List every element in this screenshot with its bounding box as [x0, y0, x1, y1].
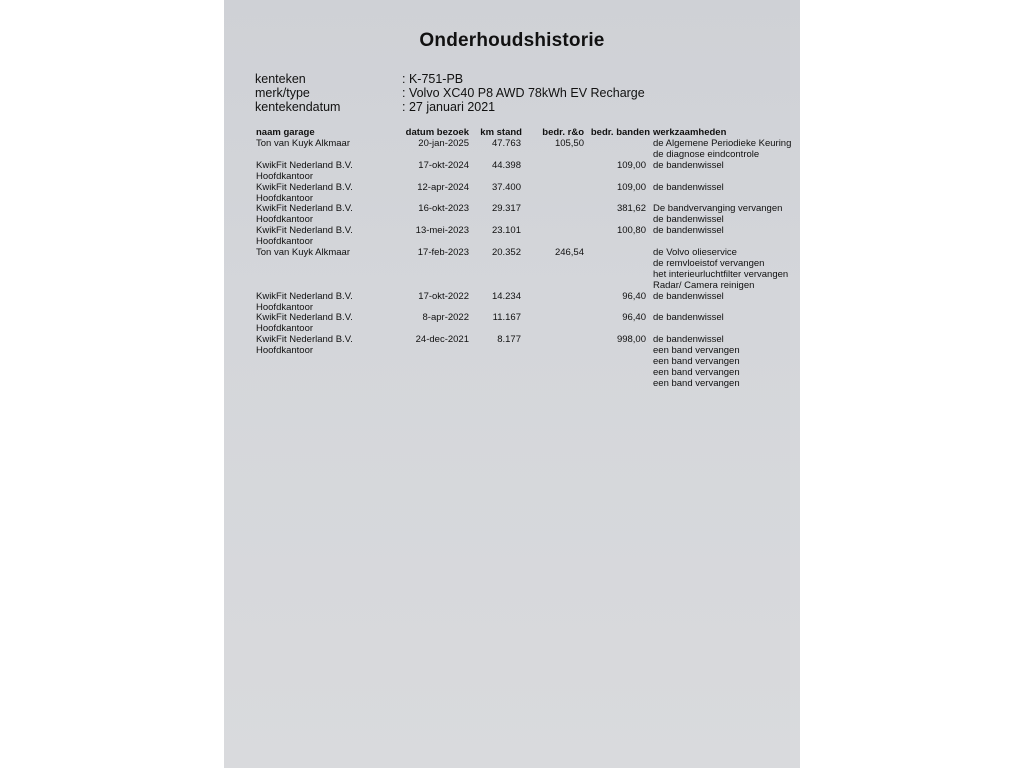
work-item: een band vervangen	[653, 356, 740, 367]
mileage: 8.177	[497, 334, 521, 346]
mileage: 23.101	[491, 225, 521, 237]
garage-name: KwikFit Nederland B.V.	[256, 290, 353, 302]
visit-date: 24-dec-2021	[415, 334, 469, 346]
work-item: de bandenwissel	[653, 312, 724, 324]
kenteken-value: : K-751-PB	[402, 72, 464, 86]
garage-name: Hoofdkantoor	[256, 236, 314, 248]
visit-date: 12-apr-2024	[417, 181, 469, 193]
header-banden: bedr. banden	[590, 127, 650, 138]
garage-name: Hoofdkantoor	[256, 192, 314, 204]
mileage: 47.763	[491, 138, 521, 149]
garage-name: KwikFit Nederland B.V.	[256, 225, 353, 237]
garage-name: Ton van Kuyk Alkmaar	[256, 138, 350, 149]
work-item: een band vervangen	[653, 366, 740, 378]
garage-name: KwikFit Nederland B.V.	[256, 334, 353, 346]
header-km: km stand	[480, 127, 522, 138]
amount-tires: 96,40	[622, 312, 646, 324]
visit-date: 17-okt-2024	[418, 159, 469, 171]
work-item: de remvloeistof vervangen	[653, 257, 765, 269]
garage-name: KwikFit Nederland B.V.	[256, 312, 353, 324]
visit-date: 17-okt-2022	[418, 290, 469, 302]
document-title: Onderhoudshistorie	[419, 30, 605, 51]
work-item: de Volvo olieservice	[653, 247, 737, 258]
mileage: 37.400	[491, 181, 521, 193]
visit-date: 16-okt-2023	[418, 203, 469, 215]
visit-date: 8-apr-2022	[422, 312, 469, 324]
mileage: 44.398	[491, 159, 521, 171]
amount-tires: 381,62	[616, 203, 646, 215]
garage-name: Hoofdkantoor	[256, 170, 314, 182]
kentekendatum-value: : 27 januari 2021	[402, 100, 496, 114]
amount-tires: 109,00	[616, 159, 646, 171]
merk-type-label: merk/type	[255, 86, 310, 100]
amount-tires: 998,00	[616, 334, 646, 346]
amount-ro: 105,50	[554, 138, 584, 149]
garage-name: KwikFit Nederland B.V.	[256, 159, 353, 171]
maintenance-history-document	[224, 0, 800, 768]
work-item: de bandenwissel	[653, 159, 724, 171]
garage-name: Hoofdkantoor	[256, 214, 314, 226]
kenteken-label: kenteken	[255, 72, 306, 86]
kentekendatum-label: kentekendatum	[255, 100, 341, 114]
visit-date: 13-mei-2023	[415, 225, 469, 237]
amount-tires: 96,40	[622, 290, 646, 302]
work-item: Radar/ Camera reinigen	[653, 279, 755, 291]
work-item: de bandenwissel	[653, 334, 724, 346]
work-item: de bandenwissel	[653, 290, 724, 302]
mileage: 29.317	[491, 203, 521, 215]
merk-type-value: : Volvo XC40 P8 AWD 78kWh EV Recharge	[402, 86, 645, 100]
work-item: het interieurluchtfilter vervangen	[653, 268, 789, 280]
work-item: de Algemene Periodieke Keuring	[653, 138, 792, 149]
garage-name: Ton van Kuyk Alkmaar	[256, 247, 350, 258]
work-item: De bandvervanging vervangen	[653, 203, 783, 215]
work-item: de bandenwissel	[653, 214, 724, 226]
garage-name: Hoofdkantoor	[256, 345, 314, 357]
work-item: een band vervangen	[653, 345, 740, 357]
visit-date: 20-jan-2025	[418, 138, 469, 149]
work-item: een band vervangen	[653, 377, 740, 389]
work-item: de bandenwissel	[653, 181, 724, 193]
header-date: datum bezoek	[405, 127, 469, 138]
mileage: 14.234	[491, 290, 521, 302]
mileage: 20.352	[491, 247, 521, 258]
work-item: de bandenwissel	[653, 225, 724, 237]
mileage: 11.167	[492, 312, 521, 324]
garage-name: KwikFit Nederland B.V.	[256, 203, 353, 215]
amount-ro: 246,54	[554, 247, 584, 258]
visit-date: 17-feb-2023	[417, 247, 469, 258]
amount-tires: 109,00	[616, 181, 646, 193]
header-work: werkzaamheden	[653, 127, 727, 138]
garage-name: Hoofdkantoor	[256, 301, 314, 313]
header-ro: bedr. r&o	[542, 127, 584, 138]
garage-name: Hoofdkantoor	[256, 323, 314, 335]
work-item: de diagnose eindcontrole	[653, 148, 760, 160]
header-garage: naam garage	[256, 127, 315, 138]
amount-tires: 100,80	[616, 225, 646, 237]
garage-name: KwikFit Nederland B.V.	[256, 181, 353, 193]
